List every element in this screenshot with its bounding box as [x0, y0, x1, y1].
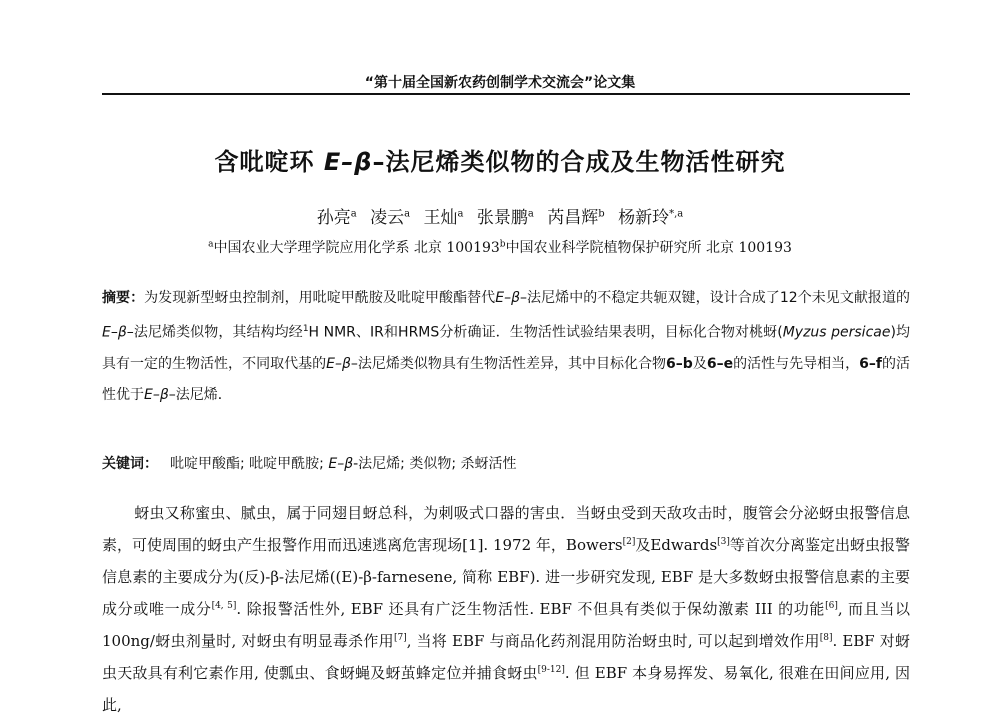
abstract: 摘要：为发现新型蚜虫控制剂，用吡啶甲酰胺及吡啶甲酸酯替代E–β–法尼烯中的不稳定共轭双键，设计合成了12个未见文献报道的E–β–法尼烯类似物，其结构均经$^1$H NMR、IR和HRMS分析确证．生物活性试验结果表明，目标化合物对桃蚜(Myzus persicae)均具有一定的生物活性，不同取代基的E–β–法尼烯类似物具有生物活性差异，其中目标化合物6–b及6–e的活性与先导相当，6–f的活性优于E–β–法尼烯．	[102, 290, 911, 403]
affiliations: $^a$中国农业大学理学院应用化学系 北京 100193$^b$中国农业科学院植物保护研究所 北京 100193	[208, 239, 792, 256]
author: 杨新玲$^{*,a}$	[618, 208, 684, 228]
keywords-label: 关键词：	[102, 456, 158, 472]
running-header: “第十届全国新农药创制学术交流会”论文集	[364, 75, 636, 91]
author: 凌云$^a$	[370, 208, 411, 228]
author: 王灿$^a$	[423, 208, 464, 228]
author: 张景鹏$^a$	[476, 208, 534, 228]
body-paragraph: 蚜虫又称蜜虫、腻虫，属于同翅目蚜总科，为刺吸式口器的害虫．当蚜虫受到天敌攻击时，腹管会分泌蚜虫报警信息素，可使周围的蚜虫产生报警作用而迅速逃离危害现场[1]. 1972 年，Bowers[2]及Edwards[3]等首次分离鉴定出蚜虫报警信息素的主要成分为(反)-β-法尼烯((E)-β-farnesene, 简称 EBF). 进一步研究发现, EBF 是大多数蚜虫报警信息素的主要成分或唯一成分[4, 5]. 除报警活性外, EBF 还具有广泛生物活性. EBF 不但具有类似于保幼激素 III 的功能[6], 而且当以 100ng/蚜虫剂量时, 对蚜虫有明显毒杀作用[7], 当将 EBF 与商品化药剂混用防治蚜虫时, 可以起到增效作用[8]. EBF 对蚜虫天敌具有利它素作用, 使瓢虫、食蚜蝇及蚜茧蜂定位并捕食蚜虫[9-12]. 但 EBF 本身易挥发、易氧化, 很难在田间应用, 因此,	[102, 504, 911, 714]
paper-title	[0, 142, 1000, 177]
title-part1: 含吡啶环	[214, 148, 324, 176]
author-list	[0, 203, 1000, 228]
title-italic: E–β	[323, 148, 373, 176]
abstract-label: 摘要：	[102, 290, 145, 306]
header-divider	[102, 93, 910, 95]
affiliation-a: 中国农业大学理学院应用化学系 北京 100193	[213, 240, 500, 256]
title-part2: –法尼烯类似物的合成及生物活性研究	[372, 148, 786, 176]
affiliation-b: 中国农业科学院植物保护研究所 北京 100193	[505, 240, 792, 256]
keywords: 关键词： 吡啶甲酸酯; 吡啶甲酰胺; E–β-法尼烯; 类似物; 杀蚜活性	[102, 456, 517, 472]
author: 芮昌辉$^b$	[547, 208, 605, 228]
author: 孙亮$^a$	[316, 208, 357, 228]
